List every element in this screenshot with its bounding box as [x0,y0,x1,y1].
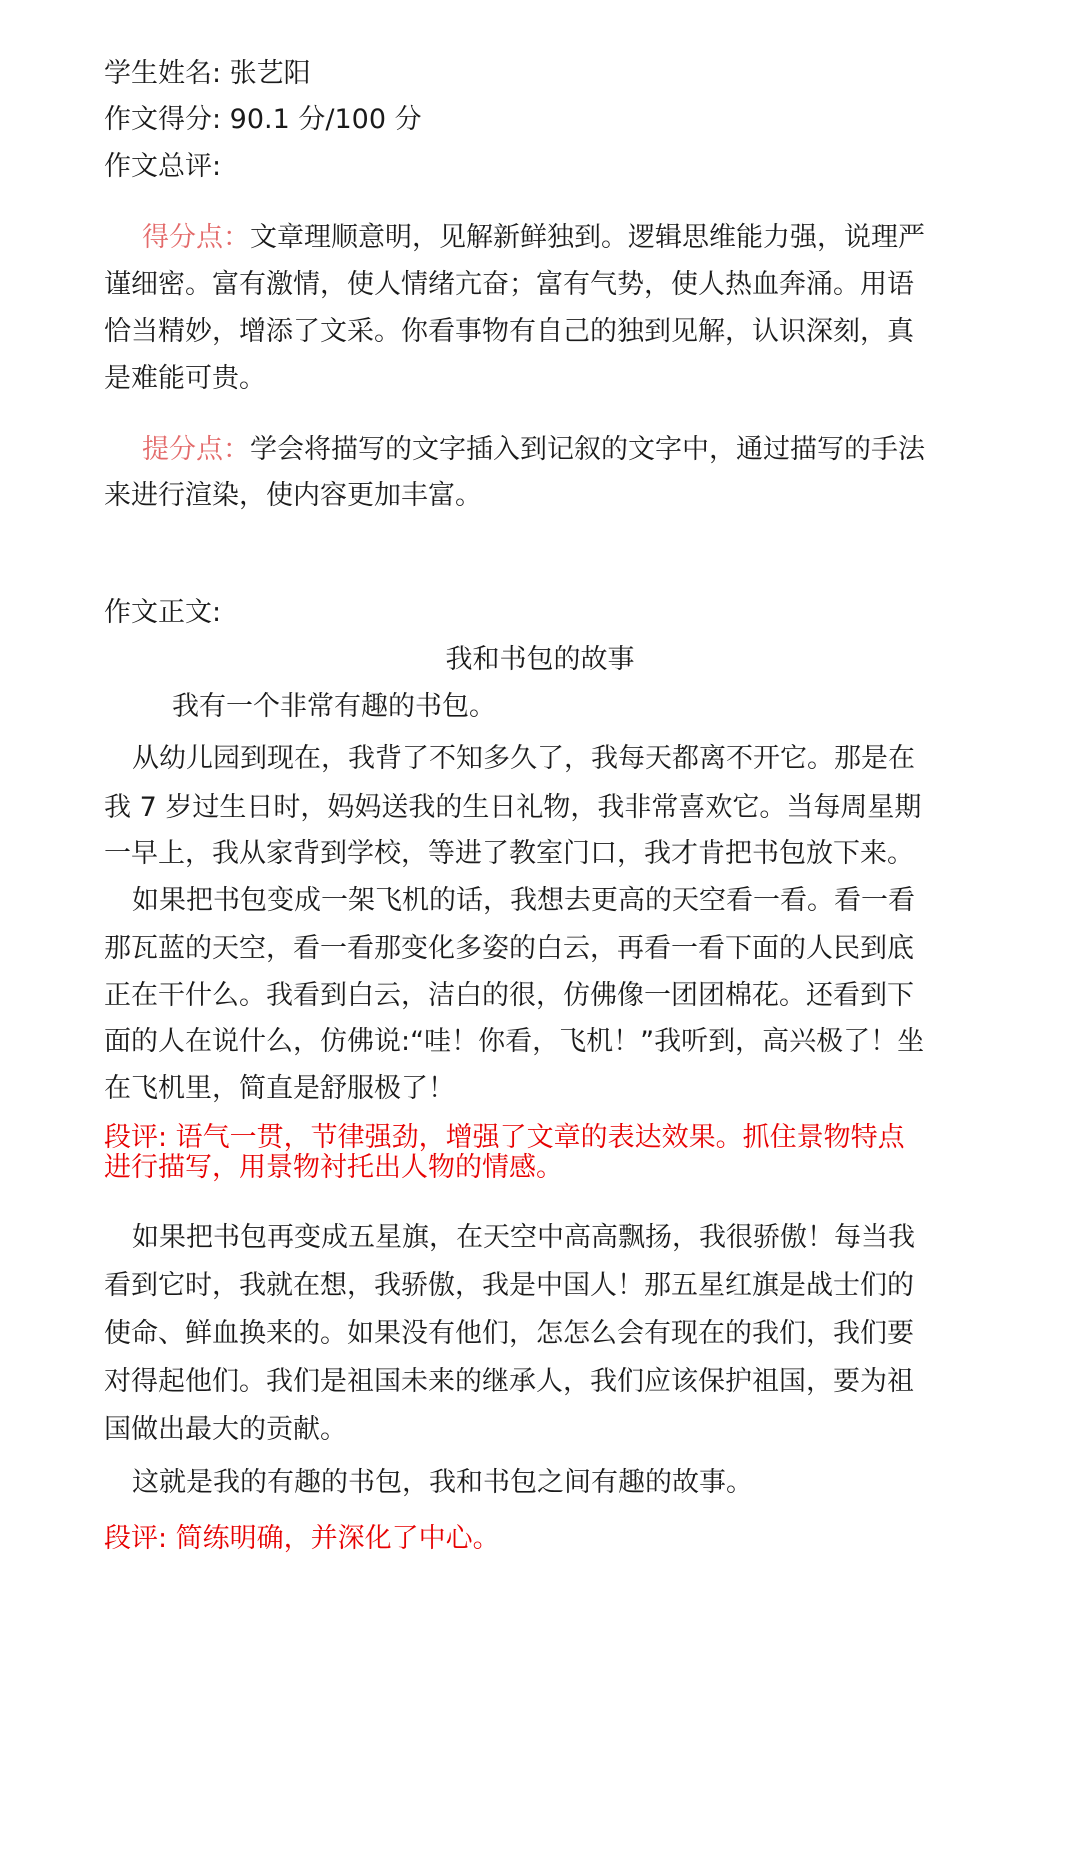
merit-label: 得分点： [142,222,250,253]
merit-line-1 [142,218,982,258]
review-title: 作文总评: [104,151,222,182]
paragraph-comment-2: 段评: 简练明确，并深化了中心。 [104,1523,500,1554]
essay-para-2-line-2: 我 7 岁过生日时，妈妈送我的生日礼物，我非常喜欢它。当每周星期 [104,792,922,823]
essay-para-4-line-5: 国做出最大的贡献。 [104,1414,347,1445]
essay-para-5: 这就是我的有趣的书包，我和书包之间有趣的故事。 [132,1467,753,1498]
merit-line-2: 谨细密。富有激情，使人情绪亢奋；富有气势，使人热血奔涌。用语 [104,269,914,300]
essay-title: 我和书包的故事 [445,644,635,675]
essay-para-3-line-5: 在飞机里，简直是舒服极了！ [104,1073,455,1104]
paragraph-comment-1-line-2: 进行描写，用景物衬托出人物的情感。 [104,1152,563,1183]
improve-line-1 [142,430,982,470]
score-line: 作文得分: 90.1 分/100 分 [104,104,422,135]
student-name-line: 学生姓名: 张艺阳 [104,58,311,89]
improve-label: 提分点： [142,434,250,465]
essay-para-4-line-1: 如果把书包再变成五星旗，在天空中高高飘扬，我很骄傲！每当我 [132,1222,915,1253]
essay-para-2-line-1: 从幼儿园到现在，我背了不知多久了，我每天都离不开它。那是在 [132,743,915,774]
essay-para-2-line-3: 一早上，我从家背到学校，等进了教室门口，我才肯把书包放下来。 [104,838,914,869]
essay-para-1: 我有一个非常有趣的书包。 [172,691,496,722]
essay-para-3-line-1: 如果把书包变成一架飞机的话，我想去更高的天空看一看。看一看 [132,885,915,916]
essay-para-3-line-2: 那瓦蓝的天空，看一看那变化多姿的白云，再看一看下面的人民到底 [104,933,914,964]
essay-para-4-line-2: 看到它时，我就在想，我骄傲，我是中国人！那五星红旗是战士们的 [104,1270,914,1301]
merit-line-4: 是难能可贵。 [104,363,266,394]
essay-para-3-line-4: 面的人在说什么，仿佛说:“哇！你看，飞机！”我听到，高兴极了！坐 [104,1026,925,1057]
merit-line-3: 恰当精妙，增添了文采。你看事物有自己的独到见解，认识深刻，真 [104,316,914,347]
essay-para-4-line-4: 对得起他们。我们是祖国未来的继承人，我们应该保护祖国，要为祖 [104,1366,914,1397]
merit-text-1: 文章理顺意明，见解新鲜独到。逻辑思维能力强，说理严 [250,222,925,253]
improve-text-1: 学会将描写的文字插入到记叙的文字中，通过描写的手法 [250,434,925,465]
improve-line-2: 来进行渲染，使内容更加丰富。 [104,480,482,511]
essay-section-label: 作文正文: [104,597,222,628]
paragraph-comment-1-line-1: 段评: 语气一贯，节律强劲，增强了文章的表达效果。抓住景物特点 [104,1122,905,1153]
essay-para-4-line-3: 使命、鲜血换来的。如果没有他们，怎怎么会有现在的我们，我们要 [104,1318,914,1349]
essay-para-3-line-3: 正在干什么。我看到白云，洁白的很，仿佛像一团团棉花。还看到下 [104,980,914,1011]
